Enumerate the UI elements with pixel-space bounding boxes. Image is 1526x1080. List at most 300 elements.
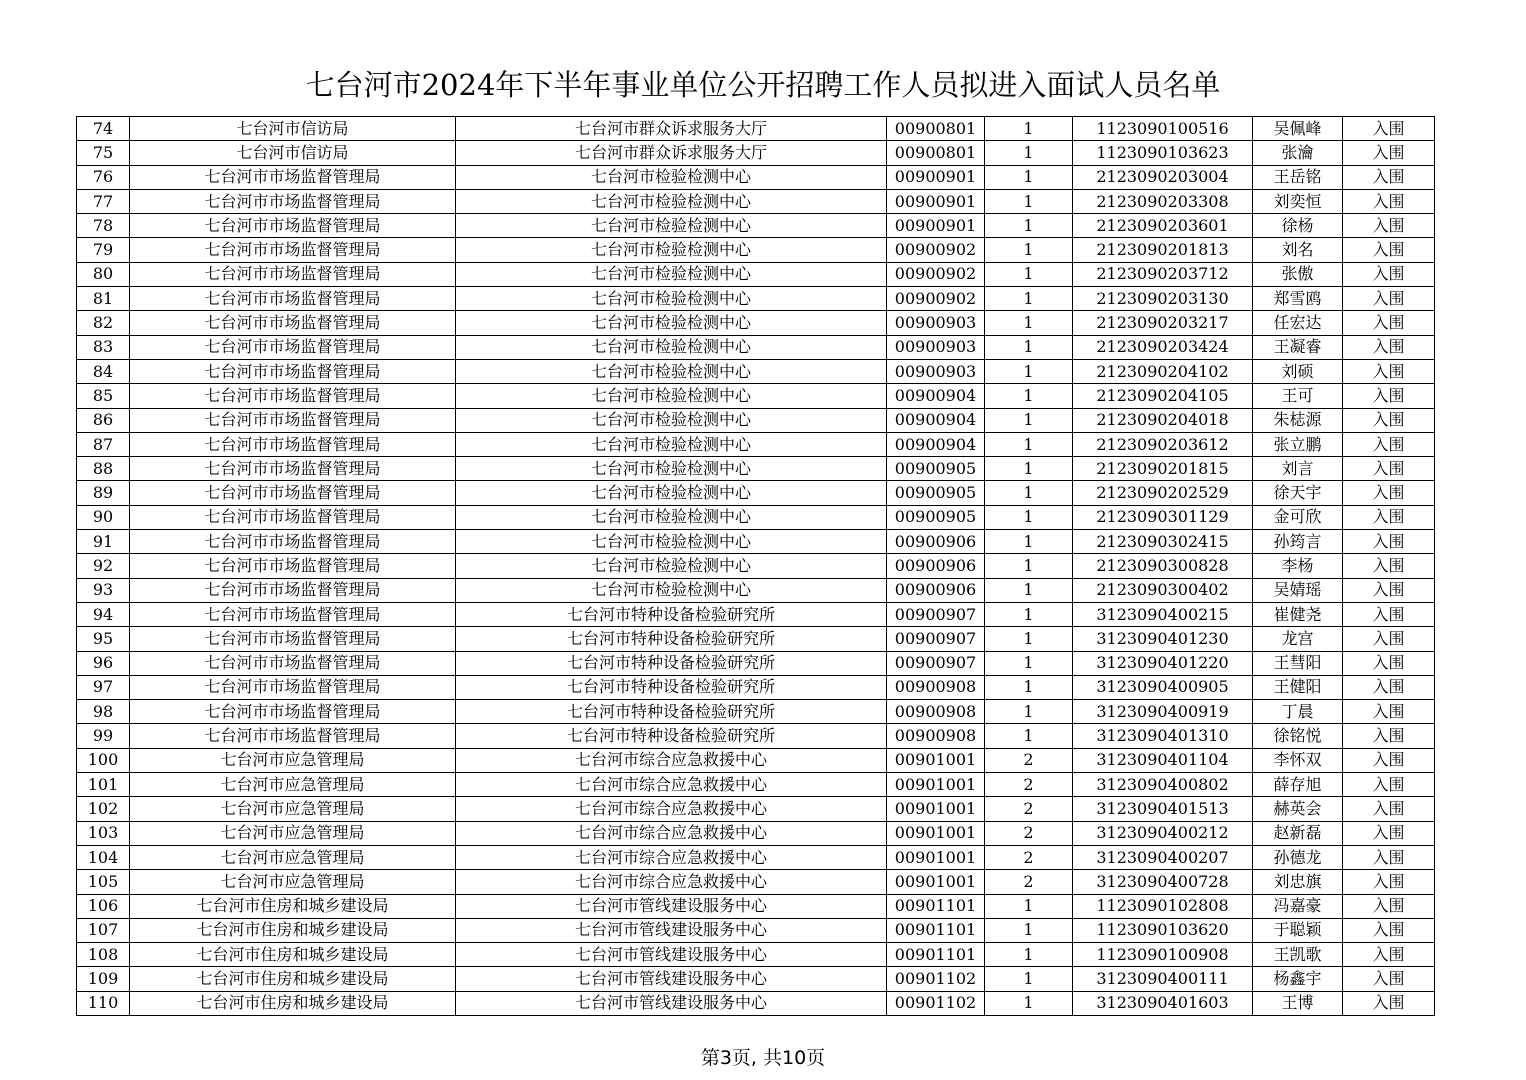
serial-number-cell: 102 — [77, 797, 130, 821]
serial-number-cell: 108 — [77, 943, 130, 967]
exam-ticket-number-cell: 2123090302415 — [1073, 530, 1253, 554]
candidate-name-cell: 朱梽源 — [1253, 408, 1343, 432]
exam-ticket-number-cell: 3123090401230 — [1073, 627, 1253, 651]
position-code-cell: 00901101 — [887, 894, 985, 918]
table-row — [77, 797, 1435, 821]
employer-unit-cell: 七台河市检验检测中心 — [456, 189, 887, 213]
hiring-count-cell: 2 — [985, 773, 1073, 797]
exam-ticket-number-cell: 1123090100516 — [1073, 117, 1253, 141]
candidate-name-cell: 冯嘉豪 — [1253, 894, 1343, 918]
hiring-count-cell: 1 — [985, 481, 1073, 505]
department-cell: 七台河市市场监督管理局 — [130, 481, 456, 505]
candidate-name-cell: 于聪颖 — [1253, 918, 1343, 942]
candidate-name-cell: 刘忠旗 — [1253, 870, 1343, 894]
employer-unit-cell: 七台河市检验检测中心 — [456, 457, 887, 481]
document-title: 七台河市2024年下半年事业单位公开招聘工作人员拟进入面试人员名单 — [305, 68, 1221, 102]
table-row — [77, 821, 1435, 845]
candidate-name-cell: 王彗阳 — [1253, 651, 1343, 675]
candidate-name-cell: 张立鹏 — [1253, 432, 1343, 456]
table-row — [77, 359, 1435, 383]
candidate-name-cell: 李杨 — [1253, 554, 1343, 578]
serial-number-cell: 91 — [77, 530, 130, 554]
exam-ticket-number-cell: 2123090203424 — [1073, 335, 1253, 359]
hiring-count-cell: 1 — [985, 602, 1073, 626]
result-cell: 入围 — [1343, 335, 1435, 359]
department-cell: 七台河市信访局 — [130, 117, 456, 141]
serial-number-cell: 104 — [77, 845, 130, 869]
department-cell: 七台河市市场监督管理局 — [130, 165, 456, 189]
exam-ticket-number-cell: 2123090300402 — [1073, 578, 1253, 602]
exam-ticket-number-cell: 1123090103623 — [1073, 141, 1253, 165]
position-code-cell: 00901101 — [887, 943, 985, 967]
candidate-name-cell: 王岳铭 — [1253, 165, 1343, 189]
employer-unit-cell: 七台河市特种设备检验研究所 — [456, 651, 887, 675]
table-row — [77, 189, 1435, 213]
exam-ticket-number-cell: 3123090401104 — [1073, 748, 1253, 772]
table-row — [77, 991, 1435, 1015]
serial-number-cell: 105 — [77, 870, 130, 894]
result-cell: 入围 — [1343, 797, 1435, 821]
employer-unit-cell: 七台河市综合应急救援中心 — [456, 821, 887, 845]
candidate-name-cell: 丁晨 — [1253, 700, 1343, 724]
position-code-cell: 00901001 — [887, 845, 985, 869]
hiring-count-cell: 1 — [985, 189, 1073, 213]
exam-ticket-number-cell: 2123090301129 — [1073, 505, 1253, 529]
department-cell: 七台河市市场监督管理局 — [130, 457, 456, 481]
result-cell: 入围 — [1343, 189, 1435, 213]
serial-number-cell: 109 — [77, 967, 130, 991]
department-cell: 七台河市市场监督管理局 — [130, 505, 456, 529]
exam-ticket-number-cell: 2123090204102 — [1073, 359, 1253, 383]
employer-unit-cell: 七台河市检验检测中心 — [456, 335, 887, 359]
employer-unit-cell: 七台河市群众诉求服务大厅 — [456, 117, 887, 141]
candidate-name-cell: 刘奕恒 — [1253, 189, 1343, 213]
position-code-cell: 00901001 — [887, 773, 985, 797]
department-cell: 七台河市市场监督管理局 — [130, 238, 456, 262]
serial-number-cell: 99 — [77, 724, 130, 748]
result-cell: 入围 — [1343, 554, 1435, 578]
hiring-count-cell: 1 — [985, 214, 1073, 238]
serial-number-cell: 92 — [77, 554, 130, 578]
employer-unit-cell: 七台河市检验检测中心 — [456, 287, 887, 311]
serial-number-cell: 79 — [77, 238, 130, 262]
result-cell: 入围 — [1343, 870, 1435, 894]
department-cell: 七台河市市场监督管理局 — [130, 432, 456, 456]
hiring-count-cell: 1 — [985, 408, 1073, 432]
result-cell: 入围 — [1343, 481, 1435, 505]
hiring-count-cell: 1 — [985, 724, 1073, 748]
exam-ticket-number-cell: 3123090400111 — [1073, 967, 1253, 991]
serial-number-cell: 80 — [77, 262, 130, 286]
result-cell: 入围 — [1343, 262, 1435, 286]
employer-unit-cell: 七台河市特种设备检验研究所 — [456, 675, 887, 699]
employer-unit-cell: 七台河市检验检测中心 — [456, 505, 887, 529]
employer-unit-cell: 七台河市检验检测中心 — [456, 262, 887, 286]
candidate-name-cell: 王健阳 — [1253, 675, 1343, 699]
serial-number-cell: 74 — [77, 117, 130, 141]
serial-number-cell: 98 — [77, 700, 130, 724]
exam-ticket-number-cell: 3123090400728 — [1073, 870, 1253, 894]
exam-ticket-number-cell: 3123090401310 — [1073, 724, 1253, 748]
hiring-count-cell: 1 — [985, 384, 1073, 408]
exam-ticket-number-cell: 2123090203712 — [1073, 262, 1253, 286]
result-cell: 入围 — [1343, 700, 1435, 724]
position-code-cell: 00900904 — [887, 432, 985, 456]
candidate-name-cell: 薛存旭 — [1253, 773, 1343, 797]
hiring-count-cell: 1 — [985, 287, 1073, 311]
employer-unit-cell: 七台河市管线建设服务中心 — [456, 991, 887, 1015]
serial-number-cell: 78 — [77, 214, 130, 238]
department-cell: 七台河市市场监督管理局 — [130, 530, 456, 554]
result-cell: 入围 — [1343, 384, 1435, 408]
candidate-name-cell: 吴婧瑶 — [1253, 578, 1343, 602]
exam-ticket-number-cell: 2123090204105 — [1073, 384, 1253, 408]
department-cell: 七台河市市场监督管理局 — [130, 262, 456, 286]
employer-unit-cell: 七台河市检验检测中心 — [456, 359, 887, 383]
result-cell: 入围 — [1343, 457, 1435, 481]
employer-unit-cell: 七台河市检验检测中心 — [456, 408, 887, 432]
serial-number-cell: 85 — [77, 384, 130, 408]
candidate-name-cell: 徐天宇 — [1253, 481, 1343, 505]
exam-ticket-number-cell: 3123090400802 — [1073, 773, 1253, 797]
exam-ticket-number-cell: 2123090204018 — [1073, 408, 1253, 432]
result-cell: 入围 — [1343, 214, 1435, 238]
candidate-name-cell: 王凝睿 — [1253, 335, 1343, 359]
hiring-count-cell: 1 — [985, 554, 1073, 578]
department-cell: 七台河市市场监督管理局 — [130, 189, 456, 213]
table-row — [77, 627, 1435, 651]
table-row — [77, 675, 1435, 699]
employer-unit-cell: 七台河市综合应急救援中心 — [456, 797, 887, 821]
serial-number-cell: 87 — [77, 432, 130, 456]
department-cell: 七台河市应急管理局 — [130, 821, 456, 845]
serial-number-cell: 81 — [77, 287, 130, 311]
table-row — [77, 287, 1435, 311]
hiring-count-cell: 2 — [985, 797, 1073, 821]
position-code-cell: 00901001 — [887, 748, 985, 772]
position-code-cell: 00900902 — [887, 262, 985, 286]
serial-number-cell: 107 — [77, 918, 130, 942]
table-row — [77, 335, 1435, 359]
result-cell: 入围 — [1343, 165, 1435, 189]
table-row — [77, 384, 1435, 408]
result-cell: 入围 — [1343, 724, 1435, 748]
table-row — [77, 238, 1435, 262]
table-row — [77, 943, 1435, 967]
position-code-cell: 00901102 — [887, 991, 985, 1015]
exam-ticket-number-cell: 3123090401603 — [1073, 991, 1253, 1015]
hiring-count-cell: 1 — [985, 943, 1073, 967]
candidate-name-cell: 王凯歌 — [1253, 943, 1343, 967]
hiring-count-cell: 1 — [985, 238, 1073, 262]
table-row — [77, 748, 1435, 772]
employer-unit-cell: 七台河市检验检测中心 — [456, 238, 887, 262]
department-cell: 七台河市应急管理局 — [130, 870, 456, 894]
department-cell: 七台河市市场监督管理局 — [130, 724, 456, 748]
position-code-cell: 00900901 — [887, 214, 985, 238]
result-cell: 入围 — [1343, 311, 1435, 335]
result-cell: 入围 — [1343, 773, 1435, 797]
exam-ticket-number-cell: 2123090201813 — [1073, 238, 1253, 262]
hiring-count-cell: 2 — [985, 821, 1073, 845]
serial-number-cell: 106 — [77, 894, 130, 918]
employer-unit-cell: 七台河市特种设备检验研究所 — [456, 602, 887, 626]
department-cell: 七台河市市场监督管理局 — [130, 408, 456, 432]
candidate-name-cell: 吴佩峰 — [1253, 117, 1343, 141]
position-code-cell: 00900905 — [887, 481, 985, 505]
department-cell: 七台河市市场监督管理局 — [130, 700, 456, 724]
serial-number-cell: 83 — [77, 335, 130, 359]
table-row — [77, 262, 1435, 286]
position-code-cell: 00900908 — [887, 700, 985, 724]
position-code-cell: 00901101 — [887, 918, 985, 942]
department-cell: 七台河市市场监督管理局 — [130, 578, 456, 602]
result-cell: 入围 — [1343, 238, 1435, 262]
department-cell: 七台河市住房和城乡建设局 — [130, 943, 456, 967]
table-row — [77, 408, 1435, 432]
serial-number-cell: 77 — [77, 189, 130, 213]
serial-number-cell: 88 — [77, 457, 130, 481]
candidate-name-cell: 杨鑫宇 — [1253, 967, 1343, 991]
hiring-count-cell: 1 — [985, 894, 1073, 918]
serial-number-cell: 86 — [77, 408, 130, 432]
department-cell: 七台河市市场监督管理局 — [130, 384, 456, 408]
candidate-name-cell: 刘名 — [1253, 238, 1343, 262]
candidate-name-cell: 刘言 — [1253, 457, 1343, 481]
table-row — [77, 894, 1435, 918]
position-code-cell: 00900905 — [887, 505, 985, 529]
hiring-count-cell: 1 — [985, 505, 1073, 529]
table-row — [77, 141, 1435, 165]
department-cell: 七台河市应急管理局 — [130, 748, 456, 772]
table-row — [77, 481, 1435, 505]
candidate-name-cell: 徐杨 — [1253, 214, 1343, 238]
hiring-count-cell: 1 — [985, 165, 1073, 189]
employer-unit-cell: 七台河市管线建设服务中心 — [456, 967, 887, 991]
department-cell: 七台河市应急管理局 — [130, 845, 456, 869]
hiring-count-cell: 1 — [985, 675, 1073, 699]
hiring-count-cell: 1 — [985, 530, 1073, 554]
exam-ticket-number-cell: 3123090401513 — [1073, 797, 1253, 821]
serial-number-cell: 93 — [77, 578, 130, 602]
department-cell: 七台河市市场监督管理局 — [130, 359, 456, 383]
exam-ticket-number-cell: 2123090203308 — [1073, 189, 1253, 213]
exam-ticket-number-cell: 1123090100908 — [1073, 943, 1253, 967]
candidate-name-cell: 刘硕 — [1253, 359, 1343, 383]
hiring-count-cell: 1 — [985, 967, 1073, 991]
result-cell: 入围 — [1343, 602, 1435, 626]
department-cell: 七台河市住房和城乡建设局 — [130, 894, 456, 918]
table-row — [77, 117, 1435, 141]
hiring-count-cell: 1 — [985, 335, 1073, 359]
hiring-count-cell: 1 — [985, 141, 1073, 165]
hiring-count-cell: 1 — [985, 700, 1073, 724]
position-code-cell: 00900906 — [887, 578, 985, 602]
position-code-cell: 00900907 — [887, 627, 985, 651]
result-cell: 入围 — [1343, 991, 1435, 1015]
serial-number-cell: 110 — [77, 991, 130, 1015]
department-cell: 七台河市市场监督管理局 — [130, 311, 456, 335]
candidate-name-cell: 张瀹 — [1253, 141, 1343, 165]
table-row — [77, 578, 1435, 602]
employer-unit-cell: 七台河市检验检测中心 — [456, 165, 887, 189]
exam-ticket-number-cell: 2123090203130 — [1073, 287, 1253, 311]
department-cell: 七台河市信访局 — [130, 141, 456, 165]
serial-number-cell: 101 — [77, 773, 130, 797]
hiring-count-cell: 1 — [985, 627, 1073, 651]
table-row — [77, 724, 1435, 748]
position-code-cell: 00900904 — [887, 408, 985, 432]
result-cell: 入围 — [1343, 432, 1435, 456]
table-row — [77, 214, 1435, 238]
serial-number-cell: 96 — [77, 651, 130, 675]
page-number: 第3页, 共10页 — [700, 1047, 826, 1069]
candidate-table — [76, 116, 1435, 1016]
table-row — [77, 457, 1435, 481]
hiring-count-cell: 1 — [985, 578, 1073, 602]
result-cell: 入围 — [1343, 141, 1435, 165]
serial-number-cell: 90 — [77, 505, 130, 529]
employer-unit-cell: 七台河市检验检测中心 — [456, 311, 887, 335]
candidate-name-cell: 赫英会 — [1253, 797, 1343, 821]
department-cell: 七台河市市场监督管理局 — [130, 651, 456, 675]
result-cell: 入围 — [1343, 651, 1435, 675]
position-code-cell: 00900907 — [887, 602, 985, 626]
result-cell: 入围 — [1343, 530, 1435, 554]
department-cell: 七台河市应急管理局 — [130, 797, 456, 821]
serial-number-cell: 95 — [77, 627, 130, 651]
serial-number-cell: 82 — [77, 311, 130, 335]
employer-unit-cell: 七台河市管线建设服务中心 — [456, 918, 887, 942]
exam-ticket-number-cell: 2123090203217 — [1073, 311, 1253, 335]
serial-number-cell: 103 — [77, 821, 130, 845]
table-row — [77, 773, 1435, 797]
hiring-count-cell: 1 — [985, 432, 1073, 456]
exam-ticket-number-cell: 2123090201815 — [1073, 457, 1253, 481]
exam-ticket-number-cell: 3123090401220 — [1073, 651, 1253, 675]
hiring-count-cell: 1 — [985, 311, 1073, 335]
table-row — [77, 505, 1435, 529]
exam-ticket-number-cell: 1123090102808 — [1073, 894, 1253, 918]
exam-ticket-number-cell: 3123090400919 — [1073, 700, 1253, 724]
department-cell: 七台河市市场监督管理局 — [130, 675, 456, 699]
candidate-name-cell: 李怀双 — [1253, 748, 1343, 772]
candidate-name-cell: 金可欣 — [1253, 505, 1343, 529]
table-row — [77, 165, 1435, 189]
position-code-cell: 00900905 — [887, 457, 985, 481]
table-row — [77, 651, 1435, 675]
result-cell: 入围 — [1343, 821, 1435, 845]
position-code-cell: 00900902 — [887, 238, 985, 262]
position-code-cell: 00900801 — [887, 117, 985, 141]
hiring-count-cell: 2 — [985, 845, 1073, 869]
result-cell: 入围 — [1343, 287, 1435, 311]
candidate-name-cell: 赵新磊 — [1253, 821, 1343, 845]
position-code-cell: 00900902 — [887, 287, 985, 311]
position-code-cell: 00900906 — [887, 530, 985, 554]
table-row — [77, 870, 1435, 894]
exam-ticket-number-cell: 3123090400215 — [1073, 602, 1253, 626]
exam-ticket-number-cell: 3123090400212 — [1073, 821, 1253, 845]
serial-number-cell: 89 — [77, 481, 130, 505]
candidate-table-body — [77, 117, 1435, 1016]
employer-unit-cell: 七台河市检验检测中心 — [456, 432, 887, 456]
position-code-cell: 00901001 — [887, 870, 985, 894]
serial-number-cell: 84 — [77, 359, 130, 383]
employer-unit-cell: 七台河市综合应急救援中心 — [456, 748, 887, 772]
position-code-cell: 00900907 — [887, 651, 985, 675]
result-cell: 入围 — [1343, 578, 1435, 602]
result-cell: 入围 — [1343, 943, 1435, 967]
employer-unit-cell: 七台河市检验检测中心 — [456, 554, 887, 578]
employer-unit-cell: 七台河市检验检测中心 — [456, 530, 887, 554]
serial-number-cell: 100 — [77, 748, 130, 772]
exam-ticket-number-cell: 2123090203612 — [1073, 432, 1253, 456]
table-row — [77, 918, 1435, 942]
department-cell: 七台河市市场监督管理局 — [130, 335, 456, 359]
hiring-count-cell: 1 — [985, 651, 1073, 675]
department-cell: 七台河市市场监督管理局 — [130, 287, 456, 311]
candidate-name-cell: 张傲 — [1253, 262, 1343, 286]
employer-unit-cell: 七台河市管线建设服务中心 — [456, 894, 887, 918]
department-cell: 七台河市市场监督管理局 — [130, 554, 456, 578]
table-row — [77, 311, 1435, 335]
employer-unit-cell: 七台河市特种设备检验研究所 — [456, 700, 887, 724]
candidate-name-cell: 孙德龙 — [1253, 845, 1343, 869]
employer-unit-cell: 七台河市特种设备检验研究所 — [456, 627, 887, 651]
candidate-name-cell: 徐铭悦 — [1253, 724, 1343, 748]
employer-unit-cell: 七台河市管线建设服务中心 — [456, 943, 887, 967]
candidate-name-cell: 崔健尧 — [1253, 602, 1343, 626]
position-code-cell: 00900906 — [887, 554, 985, 578]
position-code-cell: 00901001 — [887, 821, 985, 845]
result-cell: 入围 — [1343, 627, 1435, 651]
table-row — [77, 530, 1435, 554]
exam-ticket-number-cell: 3123090400905 — [1073, 675, 1253, 699]
hiring-count-cell: 1 — [985, 117, 1073, 141]
table-row — [77, 967, 1435, 991]
result-cell: 入围 — [1343, 845, 1435, 869]
result-cell: 入围 — [1343, 967, 1435, 991]
position-code-cell: 00900801 — [887, 141, 985, 165]
employer-unit-cell: 七台河市检验检测中心 — [456, 481, 887, 505]
candidate-name-cell: 王可 — [1253, 384, 1343, 408]
department-cell: 七台河市市场监督管理局 — [130, 214, 456, 238]
result-cell: 入围 — [1343, 675, 1435, 699]
hiring-count-cell: 1 — [985, 918, 1073, 942]
candidate-name-cell: 任宏达 — [1253, 311, 1343, 335]
position-code-cell: 00900903 — [887, 359, 985, 383]
serial-number-cell: 97 — [77, 675, 130, 699]
position-code-cell: 00900908 — [887, 724, 985, 748]
exam-ticket-number-cell: 2123090203004 — [1073, 165, 1253, 189]
position-code-cell: 00901102 — [887, 967, 985, 991]
employer-unit-cell: 七台河市综合应急救援中心 — [456, 773, 887, 797]
department-cell: 七台河市住房和城乡建设局 — [130, 991, 456, 1015]
employer-unit-cell: 七台河市特种设备检验研究所 — [456, 724, 887, 748]
hiring-count-cell: 1 — [985, 262, 1073, 286]
department-cell: 七台河市市场监督管理局 — [130, 602, 456, 626]
hiring-count-cell: 1 — [985, 991, 1073, 1015]
exam-ticket-number-cell: 2123090300828 — [1073, 554, 1253, 578]
result-cell: 入围 — [1343, 359, 1435, 383]
exam-ticket-number-cell: 2123090203601 — [1073, 214, 1253, 238]
employer-unit-cell: 七台河市检验检测中心 — [456, 578, 887, 602]
result-cell: 入围 — [1343, 918, 1435, 942]
hiring-count-cell: 2 — [985, 748, 1073, 772]
position-code-cell: 00900901 — [887, 165, 985, 189]
employer-unit-cell: 七台河市综合应急救援中心 — [456, 845, 887, 869]
